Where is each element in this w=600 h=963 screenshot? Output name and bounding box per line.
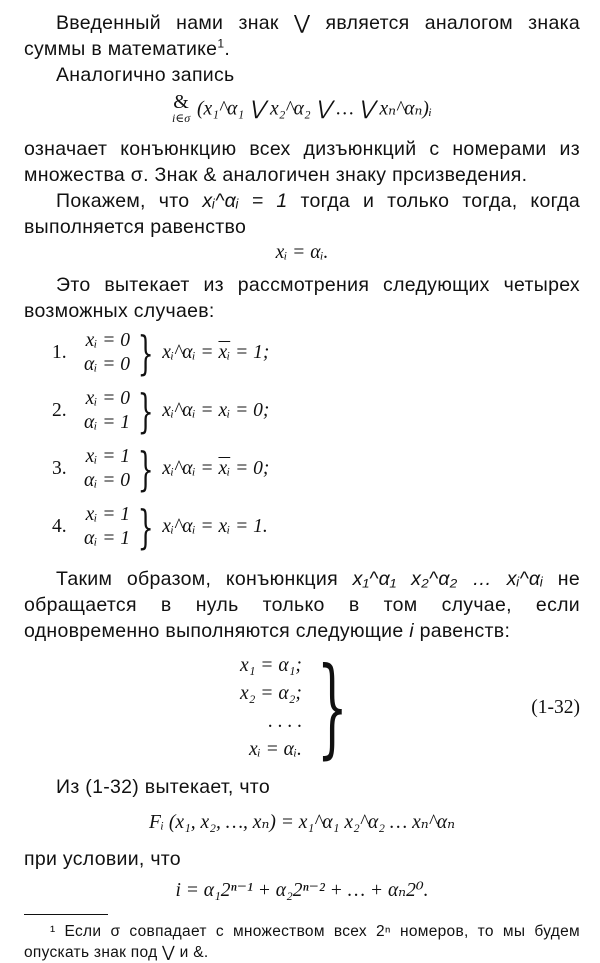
paragraph-cases-intro: Это вытекает из рассмотрения следующих четырех возможных случаев:: [24, 274, 580, 322]
footnote-marker: 1: [217, 36, 225, 51]
paragraph-condition: при условии, что: [24, 848, 181, 870]
case-item: 2. xᵢ = 0 αᵢ = 1 } xᵢ^αᵢ = xᵢ = 0;: [52, 384, 270, 438]
paragraph-intro: Введенный нами знак ⋁ является аналогом знака суммы в математике$^1$.: [24, 12, 581, 60]
disjunction-symbol: ⋁: [293, 12, 311, 34]
brace-icon: }: [137, 442, 154, 496]
footnote-divider: [24, 914, 108, 915]
brace-icon: }: [137, 384, 154, 438]
case-item: 4. xᵢ = 1 αᵢ = 1 } xᵢ^αᵢ = xᵢ = 1.: [52, 500, 268, 554]
equation-label: (1-32): [531, 697, 580, 718]
footnote: ¹ Если σ совпадает с множеством всех 2ⁿ номеров, то мы будем опускать знак под ⋁ и &.: [24, 923, 580, 961]
inline-conjunction: x₁^α₁ x₂^α₂ … xᵢ^αᵢ: [352, 568, 544, 590]
system-brace-icon: }: [316, 645, 348, 770]
inline-expression: xᵢ^αᵢ = 1: [202, 190, 288, 212]
paragraph-analog: Аналогично запись: [56, 64, 235, 86]
conjunction-operator: &: [173, 91, 189, 113]
formula-function: Fᵢ (x₁, x₂, …, xₙ) = x₁^α₁ x₂^α₂ … xₙ^αₙ: [148, 812, 456, 833]
paragraph-meaning: означает конъюнкцию всех дизъюнкций с номерами из множества σ. Знак & аналогичен знаку прсизведения.: [24, 138, 580, 186]
case-item: 3. xᵢ = 1 αᵢ = 0 } xᵢ^αᵢ = $\overline{xᵢ} = 0$;: [52, 442, 270, 496]
operator-limit: i∈σ: [172, 111, 191, 125]
paragraph-conclusion: Таким образом, конъюнкция x₁^α₁ x₂^α₂ … xᵢ^αᵢ не обращается в нуль только в том случае, если одновременно выполняются следующие i равенств:: [24, 568, 580, 642]
formula-index: i = α₁2ⁿ⁻¹ + α₂2ⁿ⁻² + … + αₙ2⁰.: [175, 880, 429, 901]
paragraph-follows: Из (1-32) вытекает, что: [56, 776, 270, 798]
page: [24, 10, 580, 963]
equation-system: x₁ = α₁; x₂ = α₂; . . . . xᵢ = αᵢ. } (1-32): [240, 645, 580, 770]
formula-conjunction: [24, 91, 580, 126]
cases-list: [52, 324, 580, 556]
case-item: 1. xᵢ = 0 αᵢ = 0 } xᵢ^αᵢ = $\overline{xᵢ} = 1$;: [52, 326, 270, 380]
paragraph-show: Покажем, что xᵢ^αᵢ = 1 тогда и только тогда, когда выполняется равенство: [24, 190, 580, 238]
formula-equality: xᵢ = αᵢ.: [275, 242, 329, 263]
formula-body: (x₁^α₁ ⋁ x₂^α₂ ⋁ … ⋁ xₙ^αₙ)ᵢ: [197, 98, 432, 120]
brace-icon: }: [137, 500, 154, 554]
brace-icon: }: [137, 326, 154, 380]
